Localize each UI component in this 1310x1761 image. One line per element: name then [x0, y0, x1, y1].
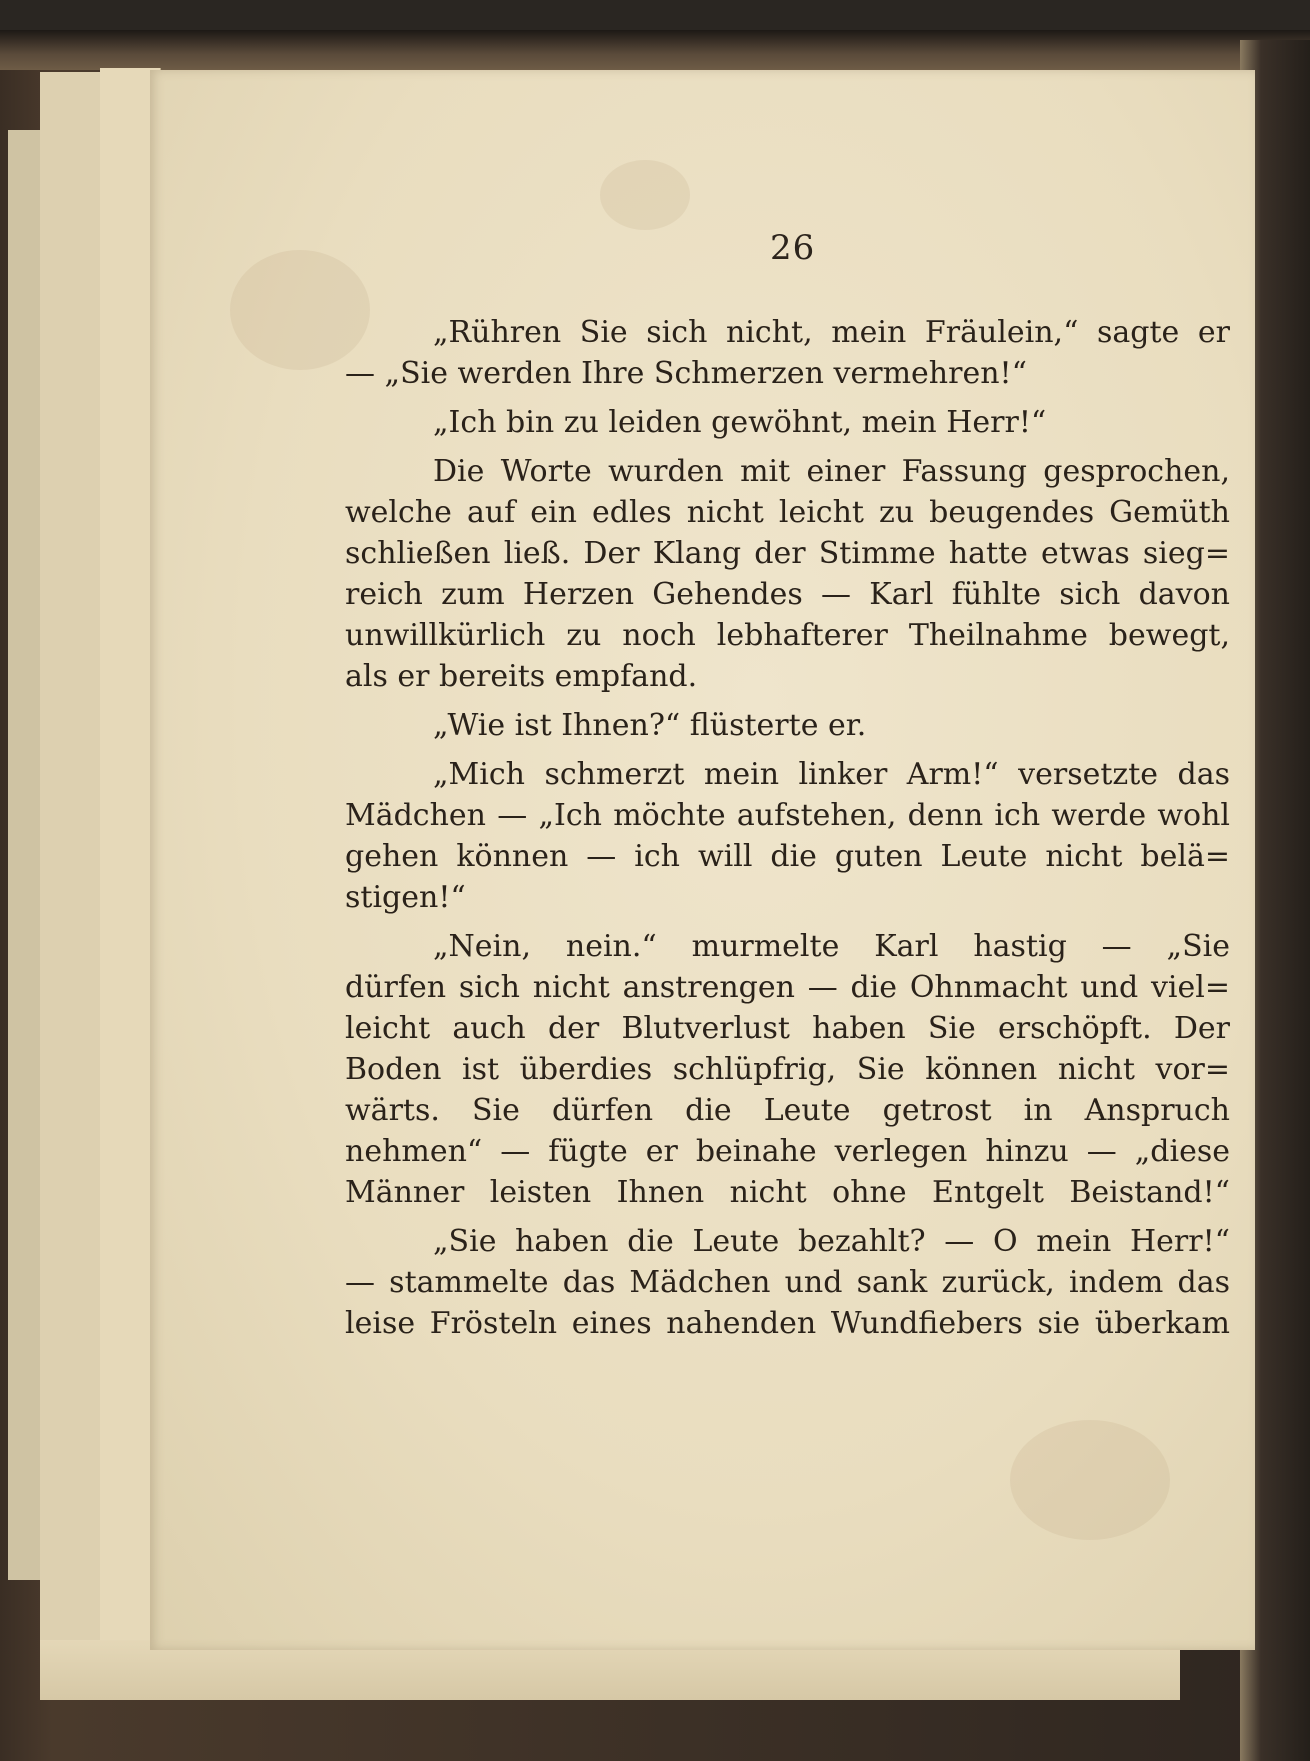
text-line: — stammelte das Mädchen und sank zurück, indem das	[345, 1265, 1230, 1300]
text-line: dürfen sich nicht anstrengen — die Ohnmacht und viel=	[345, 970, 1230, 1005]
text-line: welche auf ein edles nicht leicht zu beugendes Gemüth	[345, 495, 1230, 530]
text-line: Männer leisten Ihnen nicht ohne Entgelt Beistand!“	[345, 1175, 1230, 1210]
text-line: nehmen“ — fügte er beinahe verlegen hinzu — „diese	[345, 1134, 1230, 1169]
text-line: „Rühren Sie sich nicht, mein Fräulein,“ sagte er	[433, 315, 1230, 350]
text-line: „Ich bin zu leiden gewöhnt, mein Herr!“	[433, 405, 1047, 440]
text-line: unwillkürlich zu noch lebhafterer Theilnahme bewegt,	[345, 618, 1230, 653]
text-line: Mädchen — „Ich möchte aufstehen, denn ich werde wohl	[345, 798, 1230, 833]
text-line: „Mich schmerzt mein linker Arm!“ versetzte das	[433, 757, 1230, 792]
text-line: Boden ist überdies schlüpfrig, Sie können nicht vor=	[345, 1052, 1230, 1087]
body-text	[345, 312, 1230, 1344]
text-line: reich zum Herzen Gehendes — Karl fühlte sich davon	[345, 577, 1230, 612]
text-line: schließen ließ. Der Klang der Stimme hatte etwas sieg=	[345, 536, 1230, 571]
paper-stain	[1010, 1420, 1170, 1540]
text-line: „Nein, nein.“ murmelte Karl hastig — „Sie	[433, 929, 1230, 964]
text-line: als er bereits empfand.	[345, 659, 698, 694]
text-line: gehen können — ich will die guten Leute nicht belä=	[345, 839, 1230, 874]
text-line: leicht auch der Blutverlust haben Sie erschöpft. Der	[345, 1011, 1230, 1046]
text-line: „Sie haben die Leute bezahlt? — O mein Herr!“	[433, 1224, 1230, 1259]
text-line: leise Frösteln eines nahenden Wundfiebers sie überkam	[345, 1306, 1230, 1341]
text-line: stigen!“	[345, 880, 466, 915]
text-line: — „Sie werden Ihre Schmerzen vermehren!“	[345, 356, 1027, 391]
text-line: „Wie ist Ihnen?“ flüsterte er.	[433, 708, 867, 743]
page-number: 26	[770, 228, 816, 268]
text-line: Die Worte wurden mit einer Fassung gesprochen,	[433, 454, 1230, 489]
text-line: wärts. Sie dürfen die Leute getrost in Anspruch	[345, 1093, 1230, 1128]
cover-top-edge	[0, 30, 1310, 70]
paper-stain	[600, 160, 690, 230]
